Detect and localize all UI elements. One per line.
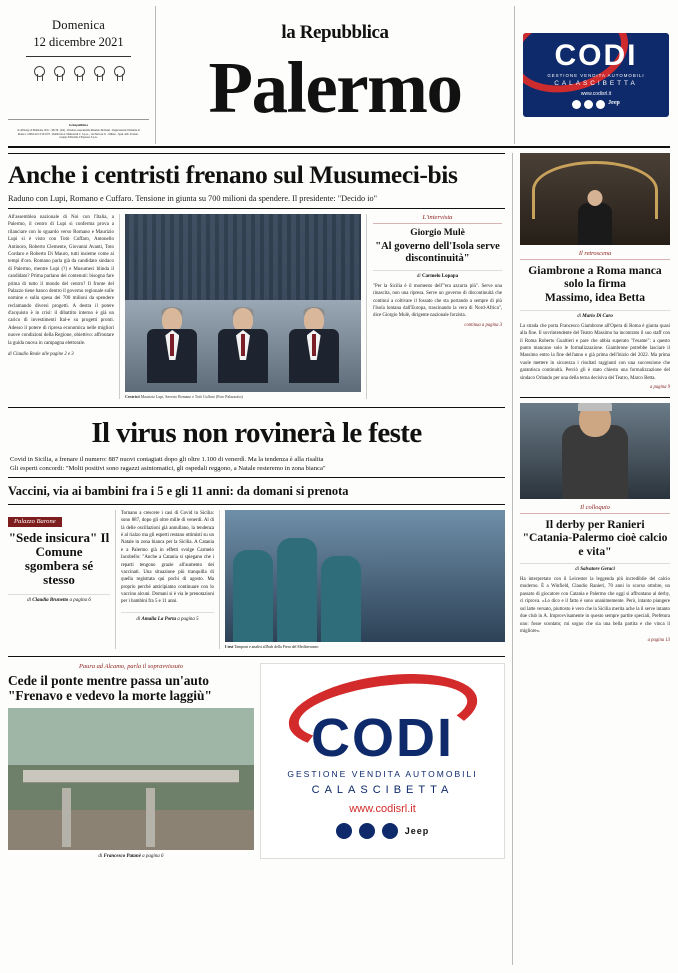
lead-photo (125, 214, 361, 392)
awards-row (8, 66, 149, 81)
photo-subjects (137, 304, 349, 382)
caption-text: Tamponi e analisi all'hub della Fiera del Mediterraneo (234, 645, 319, 650)
page-ref: a pagina 5 (177, 616, 199, 622)
byline-name: Claudia Brunetto (32, 597, 69, 603)
lead-article-column (8, 214, 120, 399)
retroscena-continue: a pagina 9 (649, 385, 670, 391)
imprint-block (8, 119, 149, 140)
colloquio-byline (520, 563, 670, 572)
colloquio-headline: Il derby per Ranieri "Catania-Palermo cioè calcio e vita" (522, 518, 668, 558)
codi-bottom-ad[interactable] (260, 663, 505, 859)
byline-name: Francesco Patanè (103, 854, 141, 860)
ranieri-photo (520, 403, 670, 499)
interview-continue: continua a pagina 3 (464, 322, 502, 328)
byline-prefix: di (27, 597, 31, 603)
colloquio-text: Ha interpretato con il Leicester la leggenda più incredibile del calcio moderno. È a Winfield, Claudio Ranieri, 70 anni lo scorso ottobre, un passato di giocatore con Catania e Palermo che oggi si affrontano al derby, ci riprova. «Lo dico e il fatto è sono unanimemente. Però, intanto piangere sul latte versato, piuttosto è vero che la Sicilia merita ache la il serve intanto due club in A. Improvvisamente in questo sempre partite speciali, Prefetura uno: fosse scontato; mi sogno che sia una bella partita e che vinca il migliore». (520, 576, 670, 635)
page-ref: a pagina 6 (69, 597, 91, 603)
photo-person (562, 425, 628, 499)
photo-audience-layer (125, 214, 361, 306)
interview-subject-name: Giorgio Mulè (410, 228, 465, 239)
lead-photo-caption (125, 395, 361, 399)
tri-column-block (8, 510, 505, 649)
photo-medic (277, 538, 317, 642)
palazzo-barone-story (8, 510, 116, 649)
colloquio-kicker: Il colloquio (520, 504, 670, 514)
retroscena-text: La strada che porta Francesco Giambrone all'Opera di Roma è giunta quasi alla fine. Il sovrintendente del Teatro Massimo ha incontrato il suo staff con il Roma Roberto Gualtieri e pare che abbia superato "l'esame": a questo punto mancano solo le formalizzazione. Giambrone potrebbe lasciare il Massimo entro la fine dell'anno o già prima dell'inizio del 2022. Ma prima vuole mettere in sicurezza i risultati raggiunti con una successione che garantisca continuità. Perciò gli è stato chiesto una formalizzazione del sindaco Orlando per una della terna decisiva del Teatro, Marco Betta. (520, 323, 670, 381)
bottom-advert-wrapper[interactable] (260, 663, 505, 859)
ad-city: CALASCIBETTA (554, 80, 638, 87)
secondary-subhead-2: Gli esperti concordi: "Molti positivi sono ragazzi asintomatici, gli ospedali reggono, a Natale resteremo in zona bianca" (8, 465, 505, 478)
person-tie (170, 334, 174, 356)
brand-badge-icon (336, 823, 352, 839)
bridge-story (8, 663, 260, 859)
bridge-photo (8, 708, 254, 850)
retroscena-kicker: Il retroscena (520, 250, 670, 260)
photo-person (215, 308, 271, 382)
caption-lead-word: Centristi (125, 395, 140, 400)
masthead-advert[interactable] (514, 6, 670, 144)
ad-partner: Jeep (608, 100, 620, 106)
story-byline (8, 594, 110, 603)
brand-badge-icon (596, 100, 605, 109)
byline-name: Carmelo Lopapa (421, 273, 459, 279)
lead-byline (8, 351, 114, 358)
photo-person (286, 308, 342, 382)
ad-brand: CODI (554, 39, 638, 72)
hospital-photo-caption (225, 645, 505, 649)
colloquio-continue: a pagina 13 (647, 638, 670, 644)
award-medal-icon (52, 66, 65, 81)
ad-url[interactable]: www.codisrl.it (349, 803, 416, 816)
lead-page-ref: alle pagine 2 e 3 (41, 352, 74, 358)
photo-medic (321, 556, 361, 642)
brand-badge-icon (359, 823, 375, 839)
bridge-headline: Cede il ponte mentre passa un'auto "Frenavo e vedevo la morte laggiù" (8, 673, 212, 704)
bottom-block (8, 656, 505, 859)
byline-name: Mario Di Caro (582, 313, 613, 319)
masthead-center (156, 6, 514, 144)
ad-partner: Jeep (404, 826, 430, 837)
main-column (8, 153, 512, 965)
right-column (512, 153, 670, 965)
interview-quote: "Al governo dell'Isola serve discontinuità" (375, 241, 500, 264)
operating-photo-wrapper (220, 510, 505, 649)
imprint-text: via Principe di Belmonte 103/c - 90139 - (PA) - Direttore responsabile Maurizio Molinari - Registrazione Tribunale di Roma n. 16064 del 13/10/1975 - Pubblicità A. Manzoni & C. S.p.A. - via Nervesa 21 - Milano - Sped. Abb. Postale - Gruppo Editoriale L'Espresso S.p.A. (17, 128, 140, 140)
byline-name: Salvatore Geraci (580, 566, 615, 572)
covid-article-text: Tornano a crescere i casi di Covid in Sicilia: sono 887, dopo gli oltre mille di venerdì. Al di là delle oscillazioni già annullano, la tendenza è al rialzo ma gli esperti restano ottimisti su un Natale in zona bianca per la Sicilia. A Catania e a Palermo già in effetti svolge Carmelo Iacobello: "Anche a Catania si spiegano che i reparti tengono grazie all'aumento dei vaccinati. Una situazione più tranquilla di quella registrata qui pochi di agosto. Ma proprio perché anticipiamo continuare con lo vaccino alcuni. Domani si è via le prenotazioni per i bambini fra 5 e 11 anni. (121, 511, 214, 605)
lead-body (8, 214, 505, 399)
byline-name: Amalia La Porta (141, 616, 176, 622)
brand-badge-icon (382, 823, 398, 839)
ad-badges (572, 100, 620, 109)
retroscena-headline-2: Massimo, idea Betta (544, 291, 646, 305)
covid-byline (121, 612, 214, 624)
byline-prefix: di (136, 616, 141, 622)
hospital-photo (225, 510, 505, 642)
caption-lead-word: I test (225, 645, 234, 650)
interview-byline (373, 270, 502, 279)
photo-bridge-deck (23, 770, 240, 782)
photo-person (578, 203, 612, 245)
retroscena-headline: Giambrone a Roma manca solo la firma (528, 264, 662, 291)
masthead (8, 6, 670, 148)
date-day: Domenica (52, 18, 105, 32)
column-divider (520, 397, 670, 398)
interview-text: "Per la Sicilia è il momento dell'"era azzurra più". Serve una rinascita, non una ripresa. Serve un governo di discontinuità che continui a coltivare il fossato che sta portando a sempre di più l'Isola lontana dall'Europa, trascinando la vera di Nord-Africa", dice Giorgio Mulè, dirigente nazionale forzista. (373, 283, 502, 319)
retroscena-byline (520, 310, 670, 319)
interview-sidebar (366, 214, 502, 399)
lead-subheadline: Raduno con Lupi, Romano e Cuffaro. Tensione in giunta su 700 milioni da spendere. Il presidente: "Decido io" (8, 194, 505, 209)
lead-headline: Anche i centristi frenano sul Musumeci-bis (8, 153, 505, 188)
bridge-byline (8, 854, 254, 859)
award-medal-icon (112, 66, 125, 81)
page-ref: a pagina 6 (142, 854, 164, 860)
person-tie (241, 334, 245, 356)
story-tag: Palazzo Barone (8, 517, 62, 527)
bridge-kicker: Paura ad Alcamo, parla il sopravvissuto (79, 663, 183, 671)
photo-person (144, 308, 200, 382)
ad-badges (336, 823, 430, 839)
theatre-photo (520, 153, 670, 245)
brand-badge-icon (584, 100, 593, 109)
ad-subtitle: GESTIONE VENDITA AUTOMOBILI (547, 73, 645, 78)
byline-prefix: di (98, 854, 103, 860)
brand-badge-icon (572, 100, 581, 109)
secondary-subhead-1: Covid in Sicilia, a frenare il numero: 887 nuovi contagiati dopo gli oltre 1.100 di venerdì. Ma la tendenza è alla risalita (10, 456, 324, 464)
page-body (8, 153, 670, 965)
ad-subtitle: GESTIONE VENDITA AUTOMOBILI (287, 769, 478, 780)
photo-medic (233, 550, 273, 642)
date-full: 12 dicembre 2021 (26, 35, 131, 57)
lead-byline-name: di Claudio Reale (8, 352, 41, 358)
award-medal-icon (72, 66, 85, 81)
byline-prefix: di (575, 566, 580, 572)
masthead-left (8, 6, 156, 144)
secondary-headline: Il virus non rovinerà le feste (8, 407, 505, 450)
award-medal-icon (32, 66, 45, 81)
vaccine-headline: Vaccini, via ai bambini fra i 5 e gli 11 anni: da domani si prenota (8, 484, 505, 505)
interview-kicker: L'intervista (373, 214, 502, 224)
codi-header-ad[interactable] (523, 33, 669, 117)
person-tie (312, 334, 316, 356)
award-medal-icon (92, 66, 105, 81)
ad-city: CALASCIBETTA (311, 784, 454, 797)
lead-article-text: All'assemblea nazionale di Noi con l'Italia, a Palermo, il centro di Lupi si conferma prova a rilanciare con lo sguardo verso Romano e Maurizio Lupi si è visto con Totò Cuffaro, Antonello Antinoro, Roberto Clemente, Giovanni Avanti, Toto Cordaro e Roberto Di Mauro, tutti insieme come ai tempi d'oro. Romano parla già da candidato sindaco di Palermo, mentre Lupi (?) e Musumeci blinda il candidato? Prima parlano dei contenuti: bisogna fare prima di tutto il mondo del centro? Il fronte del Palazzo tiene banco dentro il governo regionale sulle nomine e sulla spesa dei 700 milioni da spendere reclamando diversi progetti. A destra il potere d'acquisto è in crisi: il dibattito interno è già un carico di investimenti Ital-e su progetti pronti. Adesso il potere di ripresa economica nelle migliori nuove condizioni della Regione, obiettivo: affrontare la guida nuova in campagna elettorale. (8, 215, 114, 346)
page-title: Palermo (208, 47, 462, 128)
covid-article-column (116, 510, 220, 649)
byline-prefix: di (577, 313, 582, 319)
publication-logo: la Repubblica (281, 22, 389, 43)
photo-bridge-pier (146, 788, 155, 848)
imprint-title: la Repubblica (69, 123, 88, 128)
photo-bridge-pier (62, 788, 71, 848)
ad-url[interactable]: www.codisrl.it (580, 91, 612, 97)
byline-prefix: di (416, 273, 421, 279)
caption-text: Maurizio Lupi, Saverio Romano e Totò Cuffaro (Foto Palazzotto) (140, 395, 243, 400)
ad-brand: CODI (311, 708, 454, 769)
lead-photo-wrapper (120, 214, 366, 399)
story-headline: "Sede insicura" Il Comune sgombera sé stesso (8, 529, 110, 588)
